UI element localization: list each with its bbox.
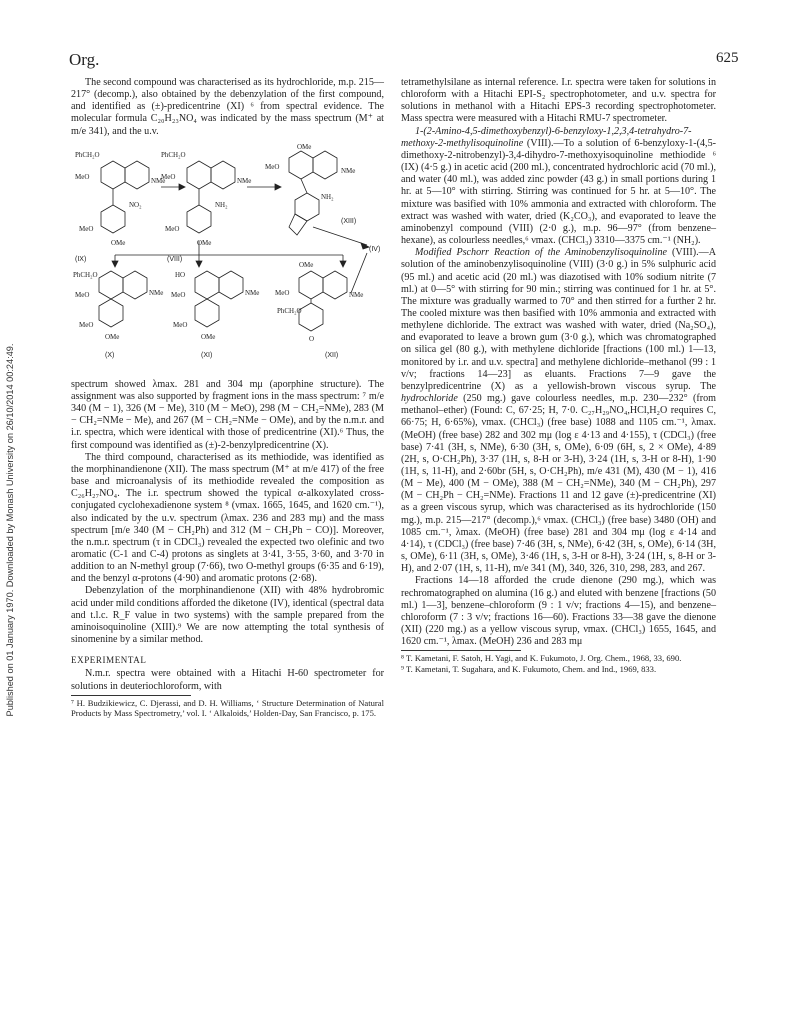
journal-header: Org. xyxy=(69,50,100,69)
group-label: PhCH₂O xyxy=(73,270,98,279)
compound-label: (VIII) xyxy=(167,255,183,263)
reaction-scheme xyxy=(71,143,384,375)
group-label: NMe xyxy=(151,176,166,185)
group-label: MeO xyxy=(161,172,176,181)
group-label: O xyxy=(309,334,315,343)
paragraph: spectrum showed λmax. 281 and 304 mμ (aporphine structure). The assignment was also supported by fragment ions in the mass spectrum: ⁷ m/e 340 (M − 1), 326 (M − Me), 310 (M − MeO), 298 (M − CH₂=NMe), 283 (M − CH₂=NMe − Me), and 267 (M − CH₂=NMe − OMe), and by the n.m.r. and i.r. spectra, which were identical with those of predicentrine (XI).⁶ Thus, the first compound was identified as (±)-2-benzylpredicentrine (X). xyxy=(71,378,384,451)
group-label: NMe xyxy=(341,166,356,175)
footnote-rule xyxy=(71,695,191,696)
download-notice xyxy=(2,150,18,910)
section-heading: EXPERIMENTAL xyxy=(71,655,147,666)
group-label: NMe xyxy=(237,176,252,185)
compound-label: (XIII) xyxy=(341,217,357,225)
footnote: ⁹ T. Kametani, T. Sugahara, and K. Fukumoto, Chem. and Ind., 1969, 833. xyxy=(401,663,657,674)
footnote-rule xyxy=(401,650,521,651)
paragraph xyxy=(401,126,716,248)
left-column xyxy=(71,77,384,719)
scheme-bonds xyxy=(99,151,367,331)
group-label: NMe xyxy=(245,288,260,297)
right-column xyxy=(401,77,716,675)
paragraph-body: (VIII).—To a solution of 6-benzyloxy-1-(4,5-dimethoxy-2-nitrobenzyl)-3,4-dihydro-7-methoxyisoquinoline methiodide ⁶ (IX) (4·5 g.) in acetic acid (200 ml.), concentrated hydrochloric acid (70 ml.), and water (40 ml.), was added zinc powder (43 g.) in small portions during 1 hr. at 5—10° with stirring. Stirring was continued for 5 hr. at 5—10°. The mixture was basified with 10% ammonia and extracted with chloroform. The extract was washed with water, dried (K₂CO₃), and evaporated to leave the aminobenzyl compound (VIII) (2·0 g.), m.p. 96—97° (from benzene–hexane), as colourless needles,⁶ νmax. (CHCl₃) 3310—3375 cm.⁻¹ (NH₂). xyxy=(401,137,716,247)
paragraph: The second compound was characterised as its hydrochloride, m.p. 215—217° (decomp.), also obtained by the debenzylation of the first compound, and identified as (±)-predicentrine (XI) ⁶ from spectral evidence. The molecular formula C₂₀H₂₃NO₄ was indicated by the mass spectrum (M⁺ at m/e 341), and the u.v. xyxy=(71,77,384,137)
group-label: PhCH₂O xyxy=(161,150,186,159)
group-label: MeO xyxy=(79,224,94,233)
group-label: NH₂ xyxy=(215,200,228,209)
group-label: HO xyxy=(175,270,186,279)
section-title: 1-(2-Amino-4,5-dimethoxybenzyl)-6-benzyloxy-1,2,3,4-tetrahydro-7-methoxy-2-methylisoquinoline xyxy=(401,125,692,149)
paragraph: The third compound, characterised as its methiodide, was identified as the morphinandienone (XII). The mass spectrum (M⁺ at m/e 417) of the free base and microanalysis of its methiodide revealed the composition as C₂₆H₂₇NO₄. The i.r. spectrum showed the typical α-alkoxylated cross-conjugated cyclohexadienone system ⁸ (νmax. 1665, 1645, and 1620 cm.⁻¹), also indicated by the u.v. spectrum (λmax. 236 and 283 mμ) and the mass spectrum [m/e 340 (M − CH₂Ph) and 312 (M − CH₂Ph − CO)]. Moreover, the n.m.r. spectrum (τ in CDCl₃) revealed the expected two olefinic and two aromatic (C-1 and C-4) protons as singlets at 3·41, 3·55, 3·60, and 3·70 in addition to an N-methyl group (7·66), two O-methyl groups (6·35 and 6·19), and the benzyl α-protons (4·90) and aromatic protons (2·68). xyxy=(71,451,384,585)
paragraph-body: (250 mg.) gave colourless needles, m.p. 230—232° (from methanol–ether) (Found: C, 67·25; H, 7·0. C₂₇H₂₉NO₄,HCl,H₂O requires C, 66·75; H, 6·65%), νmax. (CHCl₃) (free base) 1088 and 1105 cm.⁻¹, λmax. (MeOH) (free base) 282 and 302 mμ (log ε 4·13 and 4·155), τ (CDCl₃) (free base) 7·41 (3H, s, NMe), 6·30 (3H, s, OMe), 6·09 (6H, s, 2 × OMe), 4·89 (2H, s, O·CH₂Ph), 3·37 (1H, s, 8-H or 3-H), 3·24 (1H, s, 3-H or 8-H), 1·90 (1H, s, 11-H), and 2·60br (5H, s, O·CH₂Ph), m/e 431 (M), 430 (M − 1), 416 (M − Me), 400 (M − OMe), 388 (M − CH₂=NMe), 340 (M − CH₂Ph), 297 (M − CH₂Ph − CH₂=NMe). Fractions 11 and 12 gave (±)-predicentrine (XI) as a green viscous syrup, which was characterised as its hydrochloride (150 mg.), m.p. 215—217° (decomp.),⁶ νmax. (CHCl₃) (free base) 3480 (OH) and 1085 cm.⁻¹, λmax. (MeOH) (free base) 281 and 304 mμ (log ε 4·14 and 4·14), τ (CDCl₃) (free base) 7·46 (3H, s, NMe), 6·42 (3H, s, OMe), 6·14 (3H, s, OMe), 6·11 (3H, s, OMe), 3·46 (1H, s, 3-H or 8-H), 3·24 (1H, s, 8-H or 3-H), and 2·07 (1H, s, 11-H), m/e 341 (M), 340, 326, 310, 298, 283, and 267. xyxy=(401,393,716,575)
group-label: NMe xyxy=(149,288,164,297)
group-label: MeO xyxy=(265,162,280,171)
group-label: OMe xyxy=(201,332,216,341)
footnote: ⁸ T. Kametani, F. Satoh, H. Yagi, and K. Fukumoto, J. Org. Chem., 1968, 33, 690. xyxy=(401,653,682,664)
paragraph: tetramethylsilane as internal reference. I.r. spectra were taken for solutions in chloroform with a Hitachi EPI-S₂ spectrophotometer, and u.v. spectra for solutions in methanol with a Hitachi EPS-3 recording spectrophotometer. Mass spectra were measured with a Hitachi RMU-7 spectrometer. xyxy=(401,77,716,125)
paragraph: Debenzylation of the morphinandienone (XII) with 48% hydrobromic acid under mild conditions afforded the diketone (IV), identical (spectral data and t.l.c. R_F value in two systems) with the sample prepared from the aminoisoquinoline (XIII).⁹ We are now attempting the total synthesis of sinomenine by a similar method. xyxy=(71,585,384,646)
compound-label: (IV) xyxy=(369,245,381,253)
group-label: MeO xyxy=(79,320,94,329)
group-label: MeO xyxy=(165,224,180,233)
section-title: Modified Pschorr Reaction of the Aminobenzylisoquinoline xyxy=(415,247,667,259)
group-label: MeO xyxy=(171,290,186,299)
group-label: OMe xyxy=(105,332,120,341)
group-label: NMe xyxy=(349,290,364,299)
group-label: NO₂ xyxy=(129,200,142,209)
group-label: OMe xyxy=(111,238,126,247)
compound-label: (XI) xyxy=(201,351,213,359)
inline-term: hydrochloride xyxy=(401,393,458,405)
compound-label: (IX) xyxy=(75,255,87,263)
compound-label: (X) xyxy=(105,351,115,359)
group-label: OMe xyxy=(197,238,212,247)
paragraph: N.m.r. spectra were obtained with a Hitachi H-60 spectrometer for solutions in deuteriochloroform, with xyxy=(71,668,384,692)
compound-label: (XII) xyxy=(325,351,339,359)
footnote: ⁷ H. Budzikiewicz, C. Djerassi, and D. H. Williams, ‘ Structure Determination of Natural Products by Mass Spectrometry,’ vol. I. ‘ Alkaloids,’ Holden-Day, San Francisco, p. 175. xyxy=(71,697,384,719)
paragraph: Fractions 14—18 afforded the crude dienone (290 mg.), which was rechromatographed on alumina (16 g.) and eluted with benzene [fractions (50 ml.) 1—3], benzene–chloroform (9 : 1 v/v; fractions 4—15), and benzene–chloroform (7 : 3 v/v; fractions 16—60). Fractions 33—38 gave the dienone (XII) (220 mg.) as a yellow viscous syrup, νmax. (CHCl₃) 1655, 1645, and 1620 cm.⁻¹, λmax. (MeOH) 236 and 283 mμ xyxy=(401,575,716,648)
group-label: PhCH₂O xyxy=(75,150,100,159)
group-label: NH₂ xyxy=(321,192,334,201)
group-label: OMe xyxy=(299,260,314,269)
group-label: MeO xyxy=(173,320,188,329)
paragraph xyxy=(401,247,716,575)
group-label: MeO xyxy=(275,288,290,297)
group-label: MeO xyxy=(75,172,90,181)
paragraph-body: (VIII).—A solution of the aminobenzylisoquinoline (VIII) (3·0 g.) in 5% sulphuric acid (95 ml.) and acetic acid (20 ml.) was diazotised with 10% sodium nitrite (7 ml.) at 0—5° with stirring for 90 min.; stirring was continued for 1 hr. at 5°. The mixture was gradually warmed to 70° and then stirred for a further 2 hr. The cooled mixture was then basified with 10% ammonia and extracted with methylene dichloride. The extract was washed with water, dried (Na₂SO₄), and evaporated to leave a brown gum (3·0 g.), which was chromatographed on silica gel (80 g.), with methylene dichloride [fractions (100 ml.) 1—13, monitored by i.r. and u.v. spectra] and methylene dichloride–methanol (99 : 1 v/v; fractions 14—23] as eluants. Fractions 7—9 gave the benzylpredicentrine (X) as a yellowish-brown viscous syrup. The xyxy=(401,247,716,392)
page-number: 625 xyxy=(716,50,739,66)
group-label: PhCH₂O xyxy=(277,306,302,315)
group-label: OMe xyxy=(297,142,312,151)
download-notice-text: Published on 01 January 1970. Downloaded by Monash University on 26/10/2014 00:24:49. xyxy=(5,343,15,717)
group-label: MeO xyxy=(75,290,90,299)
